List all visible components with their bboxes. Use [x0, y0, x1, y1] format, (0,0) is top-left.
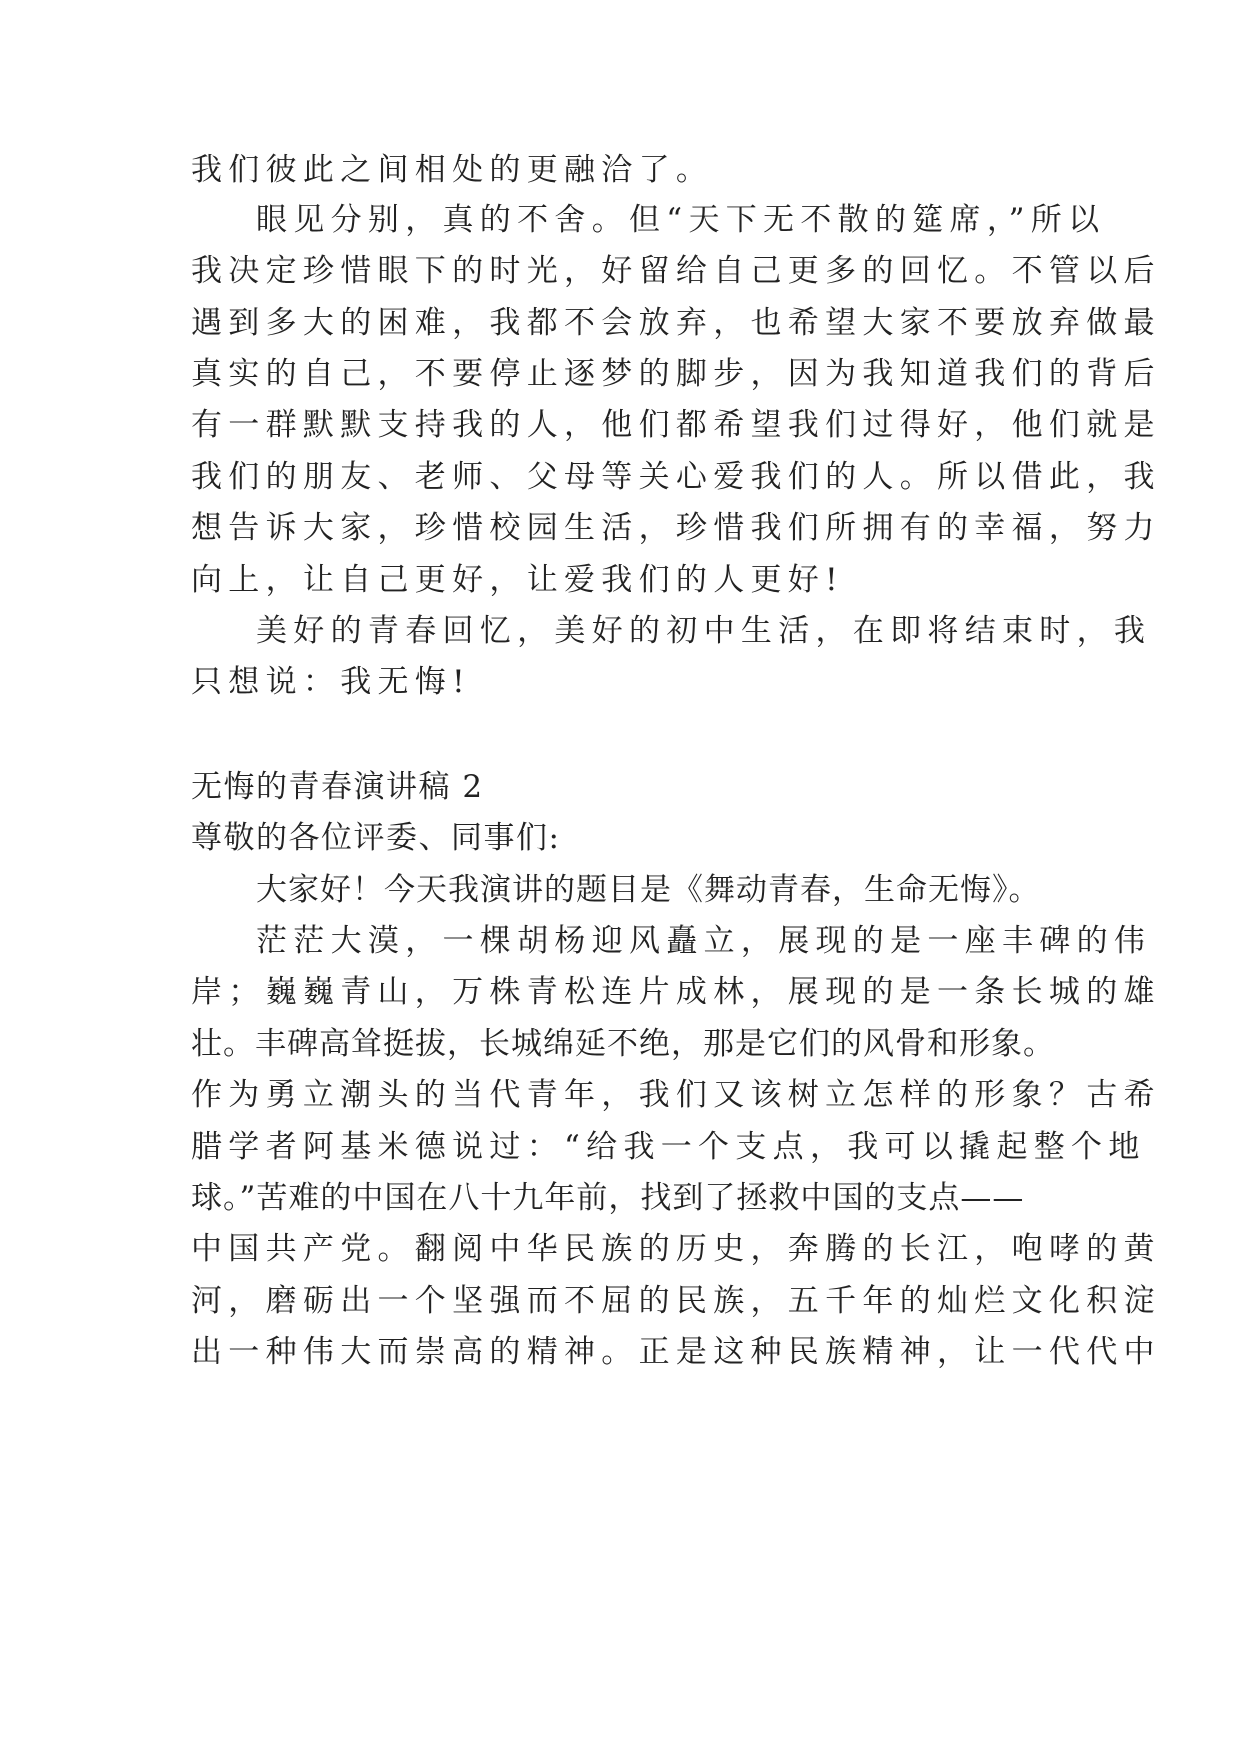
greeting: 尊敬的各位评委、同事们: — [191, 820, 561, 856]
paragraph-line: 想告诉大家，珍惜校园生活，珍惜我们所拥有的幸福，努力 — [191, 510, 1161, 546]
paragraph-line: 美好的青春回忆，美好的初中生活，在即将结束时，我 — [256, 613, 1152, 649]
paragraph-line: 壮。丰碑高耸挺拔，长城绵延不绝，那是它们的风骨和形象。 — [191, 1026, 1055, 1062]
paragraph-line: 球。”苦难的中国在八十九年前，找到了拯救中国的支点—— — [191, 1180, 1025, 1216]
paragraph-line: 眼见分别，真的不舍。但“天下无不散的筵席，”所以 — [256, 202, 1106, 238]
paragraph-line: 腊学者阿基米德说过：“给我一个支点，我可以撬起整个地 — [191, 1129, 1146, 1165]
paragraph-line: 真实的自己，不要停止逐梦的脚步，因为我知道我们的背后 — [191, 356, 1161, 392]
paragraph-line: 有一群默默支持我的人，他们都希望我们过得好，他们就是 — [191, 407, 1161, 443]
paragraph-line: 向上，让自己更好，让爱我们的人更好! — [191, 562, 844, 598]
paragraph-line: 我决定珍惜眼下的时光，好留给自己更多的回忆。不管以后 — [191, 253, 1161, 289]
paragraph-line: 我们的朋友、老师、父母等关心爱我们的人。所以借此，我 — [191, 459, 1161, 495]
paragraph-line: 茫茫大漠，一棵胡杨迎风矗立，展现的是一座丰碑的伟 — [256, 923, 1152, 959]
paragraph-line: 出一种伟大而崇高的精神。正是这种民族精神，让一代代中 — [191, 1334, 1161, 1370]
paragraph-line: 我们彼此之间相处的更融洽了。 — [191, 152, 714, 188]
paragraph-line: 岸；巍巍青山，万株青松连片成林，展现的是一条长城的雄 — [191, 974, 1161, 1010]
paragraph-line: 作为勇立潮头的当代青年，我们又该树立怎样的形象？古希 — [191, 1077, 1161, 1113]
paragraph-line: 河，磨砺出一个坚强而不屈的民族，五千年的灿烂文化积淀 — [191, 1283, 1161, 1319]
paragraph-line: 遇到多大的困难，我都不会放弃，也希望大家不要放弃做最 — [191, 305, 1161, 341]
paragraph-line: 大家好！今天我演讲的题目是《舞动青春，生命无悔》。 — [256, 872, 1041, 908]
paragraph-line: 中国共产党。翻阅中华民族的历史，奔腾的长江，咆哮的黄 — [191, 1231, 1161, 1267]
section-title: 无悔的青春演讲稿 2 — [191, 769, 484, 805]
paragraph-line: 只想说：我无悔! — [191, 664, 471, 700]
